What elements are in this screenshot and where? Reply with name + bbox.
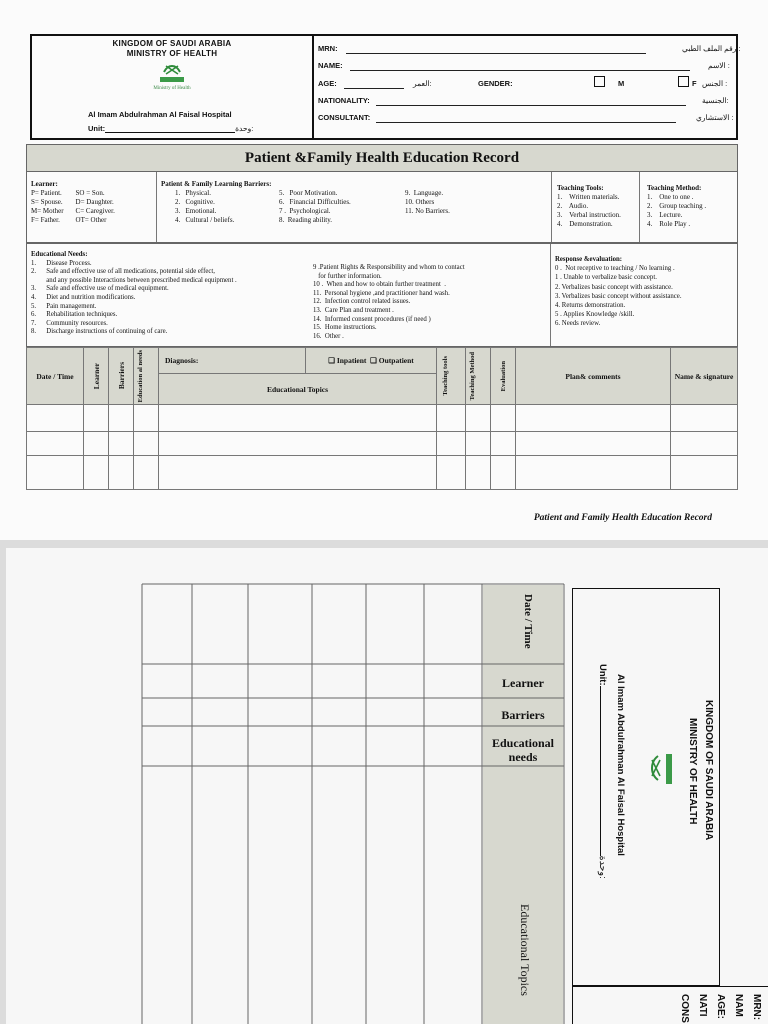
name-label-ar: الاسم : — [708, 61, 730, 70]
educational-need-item: 7. Community resources. — [31, 319, 108, 327]
back-educational-needs: Educational needs — [491, 736, 554, 764]
col-learner-label: Learner — [91, 362, 101, 390]
educational-need-item: 15. Home instructions. — [313, 324, 377, 332]
back-mrn: MRN: — [751, 994, 762, 1021]
response-item: 0 . Not receptive to teaching / No learning . — [555, 265, 675, 273]
educational-need-item: 16. Other . — [313, 332, 344, 340]
back-unit-label-ar: وحدة: — [597, 855, 608, 879]
barrier-item: 4. Cultural / beliefs. — [175, 216, 235, 224]
col-barriers-label: Barriers — [116, 362, 126, 390]
col-educational-topics: Educational Topics — [159, 374, 437, 405]
barrier-item: 10. Others — [405, 198, 435, 206]
name-label: NAME: — [318, 61, 343, 70]
barrier-item: 7 . Psychological. — [279, 207, 331, 215]
back-kingdom: KINGDOM OF SAUDI ARABIA — [703, 700, 714, 841]
response-heading: Response &evaluation: — [555, 256, 623, 263]
back-unit[interactable] — [597, 664, 610, 879]
barrier-item: 5. Poor Motivation. — [279, 189, 338, 197]
col-educational-needs-label: Education al needs — [137, 349, 144, 403]
educational-need-item: and any possible Interactions between prescribed medical equipment . — [31, 276, 237, 284]
table-row — [27, 432, 738, 456]
teaching-tool-item: 2. Audio. — [557, 202, 589, 210]
gender-label: GENDER: — [478, 79, 513, 88]
needs-row — [26, 243, 738, 347]
age-line — [344, 88, 404, 89]
educational-need-item: 1. Disease Process. — [31, 259, 92, 267]
teaching-method-list — [647, 193, 706, 229]
educational-need-item: 5. Pain management. — [31, 302, 97, 310]
barrier-item: 2. Cognitive. — [175, 198, 215, 206]
inpatient-checkbox[interactable]: ❑ Inpatient — [328, 356, 367, 365]
col-teaching-tools-label: Teaching tools — [442, 356, 449, 396]
unit-field[interactable] — [88, 124, 253, 133]
logo-caption: Ministry of Health — [153, 86, 191, 91]
barrier-item: 11. No Barriers. — [405, 207, 450, 215]
nationality-label: NATIONALITY: — [318, 96, 370, 105]
nationality-line — [376, 105, 686, 106]
back-moh-logo-icon — [646, 746, 686, 790]
educational-need-item: 2. Safe and effective use of all medications, potential side effect, — [31, 268, 215, 276]
col-teaching-method-label: Teaching Method — [469, 351, 476, 401]
barrier-item: 6. Financial Difficulties. — [279, 198, 351, 206]
barriers-legend — [161, 180, 450, 225]
unit-label-ar: وحدة: — [235, 124, 254, 133]
col-name-signature: Name & signature — [671, 348, 738, 405]
educational-needs-list-1 — [31, 260, 237, 337]
learner-code: P= Patient. — [31, 189, 62, 197]
back-page — [6, 548, 768, 1024]
educational-need-item: 4. Diet and nutrition modifications. — [31, 293, 136, 301]
response-legend — [555, 255, 682, 329]
response-item: 2. Verbalizes basic concept with assistance. — [555, 283, 673, 291]
gender-m-label: M — [618, 79, 625, 88]
teaching-method-item: 4. Role Play . — [647, 220, 691, 228]
col-barriers — [109, 348, 134, 405]
back-age: AGE: — [715, 994, 726, 1019]
table-row — [27, 456, 738, 490]
educational-need-item: 8. Discharge instructions of continuing of care. — [31, 328, 168, 336]
teaching-tools-legend — [557, 184, 621, 229]
teaching-method-heading: Teaching Method: — [647, 184, 702, 192]
nationality-label-ar: الجنسية: — [702, 96, 729, 105]
col-evaluation-label: Evaluation — [499, 360, 507, 392]
patient-header — [30, 34, 741, 140]
col-teaching-tools — [437, 348, 466, 405]
teaching-tool-item: 4. Demonstration. — [557, 220, 613, 228]
consultant-field[interactable] — [318, 113, 734, 122]
nationality-field[interactable] — [318, 96, 729, 105]
outpatient-checkbox[interactable]: ❑ Outpatient — [370, 356, 414, 365]
teaching-method-item: 3. Lecture. — [647, 211, 683, 219]
learner-code: D= Daughter. — [75, 198, 114, 206]
back-learner: Learner — [502, 676, 544, 690]
ministry-block — [32, 36, 314, 138]
educational-needs-legend — [31, 251, 237, 337]
footer-caption: Patient and Family Health Education Record — [533, 513, 712, 523]
mrn-line — [346, 53, 646, 54]
educational-need-item: 6. Rehabilitation techniques. — [31, 311, 118, 319]
diagnosis-cell[interactable]: Diagnosis: — [159, 348, 306, 374]
back-educational-topics: Educational Topics — [518, 904, 532, 996]
barriers-list-1 — [161, 189, 279, 225]
learner-code: SO = Son. — [75, 189, 105, 197]
response-list — [555, 264, 682, 328]
col-learner — [84, 348, 109, 405]
back-hospital: Al Imam Abdulrahman Al Faisal Hospital — [615, 674, 626, 856]
response-item: 4. Returns demonstration. — [555, 302, 626, 310]
age-field[interactable] — [318, 79, 432, 88]
response-item: 3. Verbalizes basic concept without assistance. — [555, 292, 682, 300]
educational-need-item: 13. Care Plan and treatment . — [313, 306, 394, 314]
barrier-item: 9. Language. — [405, 189, 444, 197]
response-item: 6. Needs review. — [555, 320, 601, 328]
teaching-tool-item: 3. Verbal instruction. — [557, 211, 621, 219]
consultant-label-ar: الاستشاري : — [696, 113, 734, 122]
gender-m-checkbox[interactable] — [594, 76, 605, 87]
learner-code: F= Father. — [31, 216, 60, 224]
consultant-line — [376, 122, 676, 123]
back-nationality: NATI — [697, 994, 708, 1017]
mrn-label: MRN: — [318, 44, 338, 53]
teaching-method-item: 2. Group teaching . — [647, 202, 707, 210]
gender-f-checkbox[interactable] — [678, 76, 689, 87]
barrier-item: 1. Physical. — [175, 189, 211, 197]
response-item: 5 . Applies Knowledge /skill. — [555, 311, 635, 319]
back-barriers: Barriers — [501, 708, 545, 722]
learner-code: OT= Other — [75, 216, 107, 224]
educational-need-item: 12. Infection control related issues. — [313, 298, 411, 306]
mrn-field[interactable] — [318, 44, 741, 53]
teaching-method-legend — [647, 184, 706, 229]
back-name: NAM — [733, 994, 744, 1017]
back-date-time: Date / Time — [522, 594, 534, 649]
barrier-item: 8. Reading ability. — [279, 216, 333, 224]
form-title: Patient &Family Health Education Record — [26, 144, 738, 172]
educational-needs-heading: Educational Needs: — [31, 251, 88, 258]
back-unit-label: Unit: — [597, 664, 608, 686]
col-date-time: Date / Time — [27, 348, 84, 405]
back-consultant: CONS — [679, 994, 690, 1023]
barriers-list-2 — [279, 189, 405, 225]
teaching-tool-item: 1. Written materials. — [557, 193, 620, 201]
barriers-heading: Patient & Family Learning Barriers: — [161, 180, 272, 188]
learner-heading: Learner: — [31, 180, 58, 188]
education-log-table — [26, 347, 738, 490]
col-teaching-method — [466, 348, 491, 405]
name-field[interactable] — [318, 61, 730, 70]
educational-need-item: for further information. — [313, 272, 382, 280]
age-label: AGE: — [318, 79, 337, 88]
unit-label: Unit: — [88, 124, 106, 133]
educational-need-item: 9 .Patient Rights & Responsibility and whom to contact — [313, 264, 465, 271]
learner-codes-1 — [31, 189, 64, 225]
age-label-ar: العمر: — [413, 79, 432, 88]
kingdom-title: KINGDOM OF SAUDI ARABIA — [112, 39, 232, 48]
name-line — [350, 70, 690, 71]
learner-legend — [31, 180, 115, 225]
teaching-method-item: 1. One to one . — [647, 193, 694, 201]
gender-f-label: F — [692, 79, 697, 88]
col-evaluation — [491, 348, 516, 405]
gender-label-ar: الجنس : — [702, 79, 728, 88]
patient-type-cell[interactable] — [306, 348, 437, 374]
barriers-list-3 — [405, 189, 450, 225]
col-educational-needs — [134, 348, 159, 405]
col-plan-comments: Plan& comments — [516, 348, 671, 405]
consultant-label: CONSULTANT: — [318, 113, 371, 122]
learner-codes-2 — [76, 189, 115, 225]
teaching-tools-heading: Teaching Tools: — [557, 184, 604, 192]
ministry-title: MINISTRY OF HEALTH — [126, 49, 218, 58]
legend-row — [26, 172, 738, 243]
back-ministry: MINISTRY OF HEALTH — [687, 718, 698, 825]
learner-code: C= Caregiver. — [75, 207, 115, 215]
educational-need-item: 14. Informed consent procedures (if need ) — [313, 315, 431, 323]
unit-line — [105, 124, 235, 133]
teaching-tools-list — [557, 193, 621, 229]
mrn-label-ar: رقم الملف الطبي : — [682, 44, 741, 53]
educational-need-item: 10 . When and how to obtain further treatment . — [313, 281, 446, 289]
learner-code: S= Spouse. — [31, 198, 63, 206]
educational-need-item: 11. Personal hygiene ,and practitioner hand wash. — [313, 289, 450, 297]
learner-code: M= Mother — [31, 207, 64, 215]
educational-needs-list-2 — [313, 264, 465, 341]
educational-need-item: 3. Safe and effective use of medical equipment. — [31, 285, 169, 293]
barrier-item: 3. Emotional. — [175, 207, 217, 215]
table-row — [27, 405, 738, 432]
hospital-name: Al Imam Abdulrahman Al Faisal Hospital — [88, 110, 232, 119]
response-item: 1 . Unable to verbalize basic concept. — [555, 274, 657, 282]
